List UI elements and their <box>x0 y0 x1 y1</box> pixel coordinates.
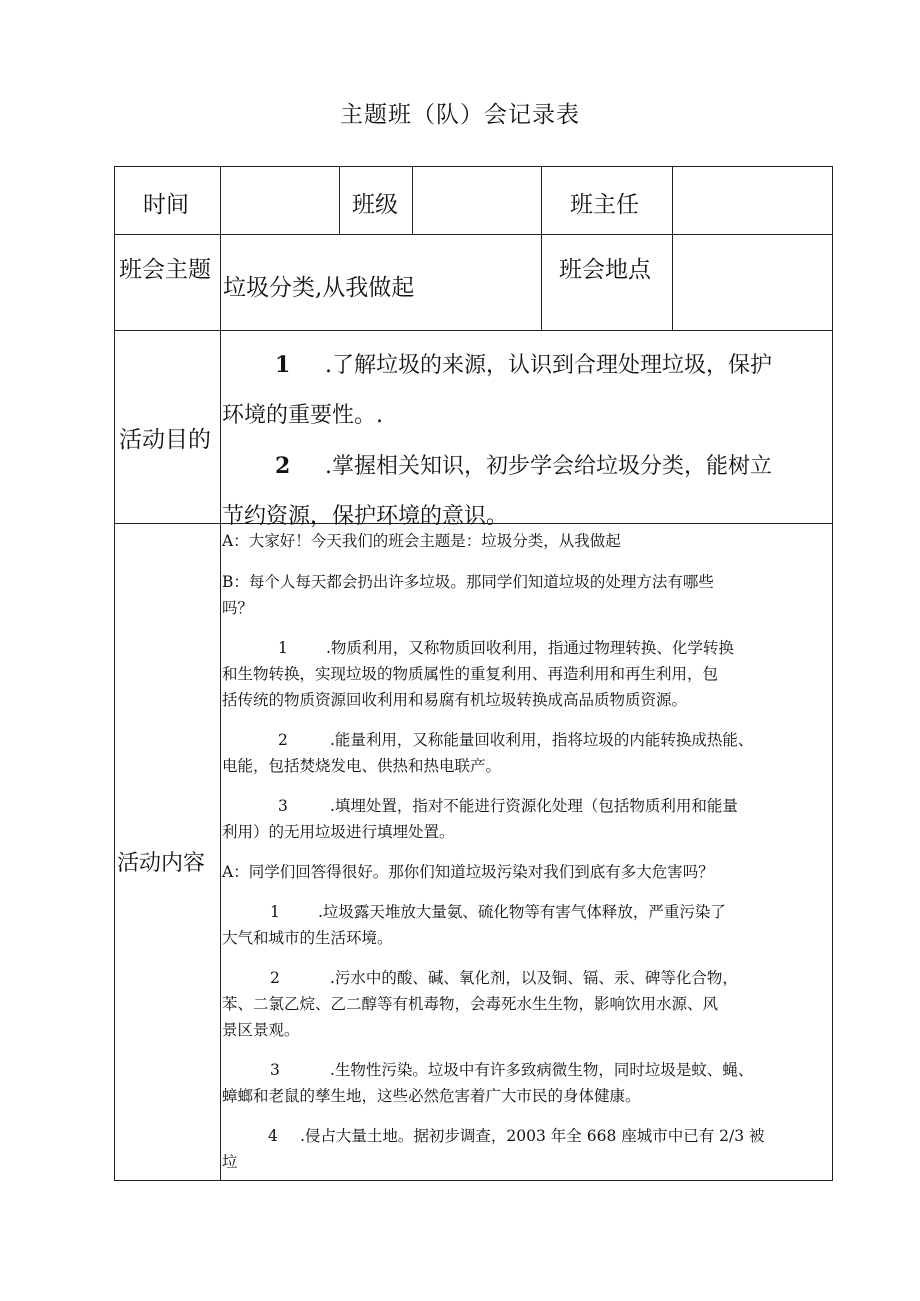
page-title: 主题班（队）会记录表 <box>340 102 580 128</box>
row-divider <box>114 330 833 331</box>
content-line: 苯、二氯乙烷、乙二醇等有机毒物，会毒死水生生物，影响饮用水源、风 <box>222 995 719 1013</box>
col-divider <box>412 166 413 234</box>
content-line: 电能，包括焚烧发电、供热和热电联产。 <box>222 757 502 775</box>
content-line: 蟑螂和老鼠的孳生地，这些必然危害着广大市民的身体健康。 <box>222 1087 641 1105</box>
list-text: .垃圾露天堆放大量氨、硫化物等有害气体释放，严重污染了 <box>318 903 726 921</box>
list-number: 1 <box>278 639 288 657</box>
content-line: A：大家好！今天我们的班会主题是：垃圾分类，从我做起 <box>222 532 621 550</box>
list-number: 4 <box>268 1127 278 1145</box>
purpose-list <box>222 340 832 542</box>
list-number: 2 <box>270 969 280 987</box>
content-line: B：每个人每天都会扔出许多垃圾。那同学们知道垃圾的处理方法有哪些 <box>222 573 714 591</box>
content-label: 活动内容 <box>117 851 206 876</box>
list-text: .物质利用，又称物质回收利用，指通过物理转换、化学转换 <box>326 639 734 657</box>
theme-value: 垃圾分类,从我做起 <box>223 275 415 301</box>
content-line: 利用）的无用垃圾进行填埋处置。 <box>222 823 455 841</box>
list-number: 3 <box>278 797 288 815</box>
purpose-item-2-cont: 节约资源，保护环境的意识。 <box>222 504 509 529</box>
purpose-item-2 <box>222 441 832 492</box>
harm-item-2 <box>222 965 830 991</box>
location-label: 班会地点 <box>559 257 651 283</box>
purpose-item-text: .了解垃圾的来源，认识到合理处理垃圾，保护 <box>325 353 772 378</box>
list-text: .污水中的酸、碱、氧化剂，以及铜、镉、汞、碑等化合物， <box>330 969 738 987</box>
content-line: 大气和城市的生活环境。 <box>222 929 393 947</box>
row-divider <box>114 234 833 235</box>
purpose-item-number: 2 <box>275 453 291 479</box>
purpose-item-1-cont: 环境的重要性。. <box>222 403 383 428</box>
harm-item-3 <box>222 1057 830 1083</box>
method-item-2 <box>222 727 830 753</box>
list-number: 1 <box>270 903 280 921</box>
col-divider <box>339 166 340 234</box>
content-line: A：同学们回答得很好。那你们知道垃圾污染对我们到底有多大危害吗？ <box>222 863 714 881</box>
time-label: 时间 <box>143 192 189 218</box>
content-line: 和生物转换，实现垃圾的物质属性的重复利用、再造利用和再生利用，包 <box>222 665 719 683</box>
teacher-label: 班主任 <box>570 192 639 218</box>
content-line: 景区景观。 <box>222 1021 300 1039</box>
col-divider <box>541 166 542 330</box>
purpose-item-number: 1 <box>275 352 291 378</box>
content-line: 吗？ <box>222 599 254 617</box>
list-text: .填埋处置，指对不能进行资源化处理（包括物质利用和能量 <box>330 797 738 815</box>
content-text <box>222 528 830 1180</box>
content-line: 垃 <box>222 1153 238 1171</box>
list-text: .能量利用，又称能量回收利用，指将垃圾的内能转换成热能、 <box>330 731 754 749</box>
list-text: .生物性污染。垃圾中有许多致病微生物，同时垃圾是蚊、蝇、 <box>330 1061 754 1079</box>
purpose-label: 活动目的 <box>119 427 211 453</box>
harm-item-4 <box>222 1123 830 1149</box>
col-divider <box>672 166 673 330</box>
method-item-3 <box>222 793 830 819</box>
content-line: 括传统的物质资源回收利用和易腐有机垃圾转换成高品质物质资源。 <box>222 691 688 709</box>
purpose-item-text: .掌握相关知识，初步学会给垃圾分类，能树立 <box>325 454 772 479</box>
method-item-1 <box>222 635 830 661</box>
class-label: 班级 <box>352 192 398 218</box>
harm-item-1 <box>222 899 830 925</box>
purpose-item-1 <box>222 340 832 391</box>
list-text: .侵占大量土地。据初步调查，2003 年全 668 座城市中已有 2/3 被 <box>300 1127 765 1145</box>
col-divider <box>220 166 221 1181</box>
theme-label: 班会主题 <box>119 257 211 283</box>
list-number: 2 <box>278 731 288 749</box>
list-number: 3 <box>270 1061 280 1079</box>
